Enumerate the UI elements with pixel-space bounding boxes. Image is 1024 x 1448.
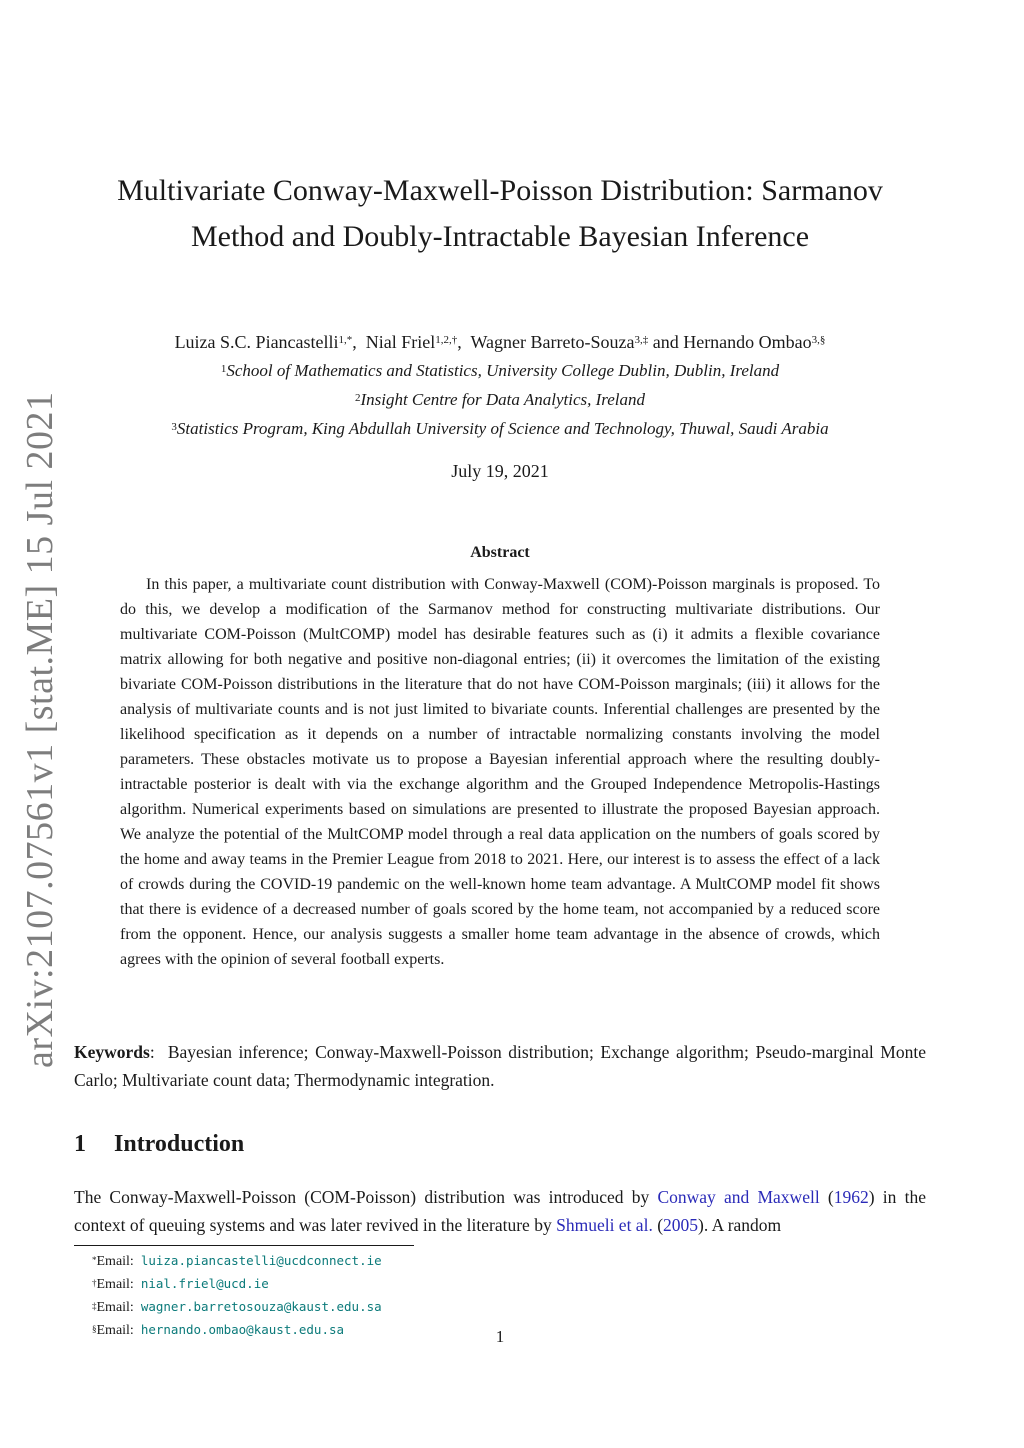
intro-text: The Conway-Maxwell-Poisson (COM-Poisson) distribution was introduced by [74, 1187, 658, 1207]
intro-text: in the context of queuing systems and was later revived in the literature by [74, 1187, 926, 1235]
keywords-label: Keywords [74, 1042, 150, 1062]
author-separator: and [648, 332, 684, 352]
email-link[interactable]: nial.friel@ucd.ie [140, 1276, 269, 1291]
section-heading [74, 1131, 244, 1158]
intro-paragraph: The Conway-Maxwell-Poisson (COM-Poisson) distribution was introduced by Conway and Maxwell (1962) in the context of queuing systems and was later revived in the literature by Shmueli et al. (2005). A random [74, 1187, 926, 1235]
paper-title: Multivariate Conway-Maxwell-Poisson Distribution: Sarmanov Method and Doubly-Intractable Bayesian Inference [117, 174, 883, 253]
footnote [92, 1250, 692, 1273]
footnote-label: Email: [96, 1323, 134, 1338]
author-name: Hernando Ombao [683, 332, 812, 352]
affiliation [60, 416, 940, 442]
author-separator: , [457, 332, 471, 352]
footnote-label: Email: [96, 1254, 134, 1269]
affiliation-text: Insight Centre for Data Analytics, Ireland [360, 390, 646, 409]
author-list [60, 328, 940, 356]
affiliation-mark: 3 [171, 421, 177, 433]
author-marks: 1,* [338, 334, 353, 346]
footnote-label: Email: [96, 1300, 134, 1315]
author-name: Luiza S.C. Piancastelli [174, 332, 339, 352]
footnote-mark: † [92, 1278, 97, 1288]
abstract-heading: Abstract [470, 544, 530, 561]
citation-year-link[interactable]: 2005 [663, 1215, 699, 1235]
citation-link[interactable]: Shmueli et al. [556, 1215, 653, 1235]
author-marks: 1,2,† [435, 334, 458, 346]
footnote-mark: § [92, 1324, 97, 1334]
footnotes [92, 1250, 692, 1342]
affiliation-mark: 2 [354, 392, 361, 404]
keywords: Keywords: Bayesian inference; Conway-Maxwell-Poisson distribution; Exchange algorithm; Pseudo-marginal Monte Carlo; Multivariate count data; Thermodynamic integration. [74, 1042, 926, 1090]
footnote [92, 1273, 692, 1296]
email-link[interactable]: luiza.piancastelli@ucdconnect.ie [140, 1253, 382, 1268]
affiliation-text: Statistics Program, King Abdullah University of Science and Technology, Thuwal, Saudi Arabia [176, 419, 829, 438]
intro-text: . A random [703, 1215, 782, 1235]
author-name: Nial Friel [365, 332, 436, 352]
footnote-label: Email: [96, 1277, 134, 1292]
arxiv-stamp: arXiv:2107.07561v1 [stat.ME] 15 Jul 2021 [19, 391, 61, 1068]
footnote-mark: ‡ [92, 1301, 97, 1311]
email-link[interactable]: wagner.barretosouza@kaust.edu.sa [140, 1299, 382, 1314]
affiliation [60, 387, 940, 413]
affiliation-text: School of Mathematics and Statistics, University College Dublin, Dublin, Ireland [226, 361, 780, 380]
affiliation-mark: 1 [220, 363, 227, 375]
footnote-rule [74, 1245, 414, 1246]
citation-year-link[interactable]: 1962 [833, 1187, 869, 1207]
footnote-mark: * [92, 1255, 97, 1265]
author-name: Wagner Barreto-Souza [470, 332, 635, 352]
affiliation [60, 358, 940, 384]
keywords-text: Bayesian inference; Conway-Maxwell-Poisson distribution; Exchange algorithm; Pseudo-marginal Monte Carlo; Multivariate count data; Thermodynamic integration. [74, 1042, 926, 1090]
footnote [92, 1319, 692, 1342]
abstract-text: In this paper, a multivariate count distribution with Conway-Maxwell (COM)-Poisson marginals is proposed. To do this, we develop a modification of the Sarmanov method for constructing multivariate distributions. Our multivariate COM-Poisson (MultCOMP) model has desirable features such as (i) it admits a flexible covariance matrix allowing for both negative and positive non-diagonal entries; (ii) it overcomes the limitation of the existing bivariate COM-Poisson distributions in the literature that do not have COM-Poisson marginals; (iii) it allows for the analysis of multivariate counts and is not just limited to bivariate counts. Inferential challenges are presented by the likelihood specification as it depends on a number of intractable normalizing constants involving the model parameters. These obstacles motivate us to propose a Bayesian inferential approach where the resulting doubly-intractable posterior is dealt with via the exchange algorithm and the Grouped Independence Metropolis-Hastings algorithm. Numerical experiments based on simulations are presented to illustrate the proposed Bayesian approach. We analyze the potential of the MultCOMP model through a real data application on the numbers of goals scored by the home and away teams in the Premier League from 2018 to 2021. Here, our interest is to assess the effect of a lack of crowds during the COVID-19 pandemic on the well-known home team advantage. A MultCOMP model fit shows that there is evidence of a decreased number of goals scored by the home team, not accompanied by a reduced score from the opponent. Hence, our analysis suggests a smaller home team advantage in the absence of crowds, which agrees with the opinion of several football experts. [120, 576, 880, 968]
paper-date: July 19, 2021 [451, 461, 549, 481]
email-link[interactable]: hernando.ombao@kaust.edu.sa [140, 1322, 345, 1337]
section-number: 1 [74, 1131, 86, 1157]
author-marks: 3,§ [811, 334, 826, 346]
author-marks: 3,‡ [634, 334, 649, 346]
footnote [92, 1296, 692, 1319]
section-title: Introduction [114, 1131, 245, 1157]
citation-link[interactable]: Conway and Maxwell [657, 1187, 820, 1207]
page-number: 1 [495, 1327, 505, 1346]
author-separator: , [352, 332, 366, 352]
